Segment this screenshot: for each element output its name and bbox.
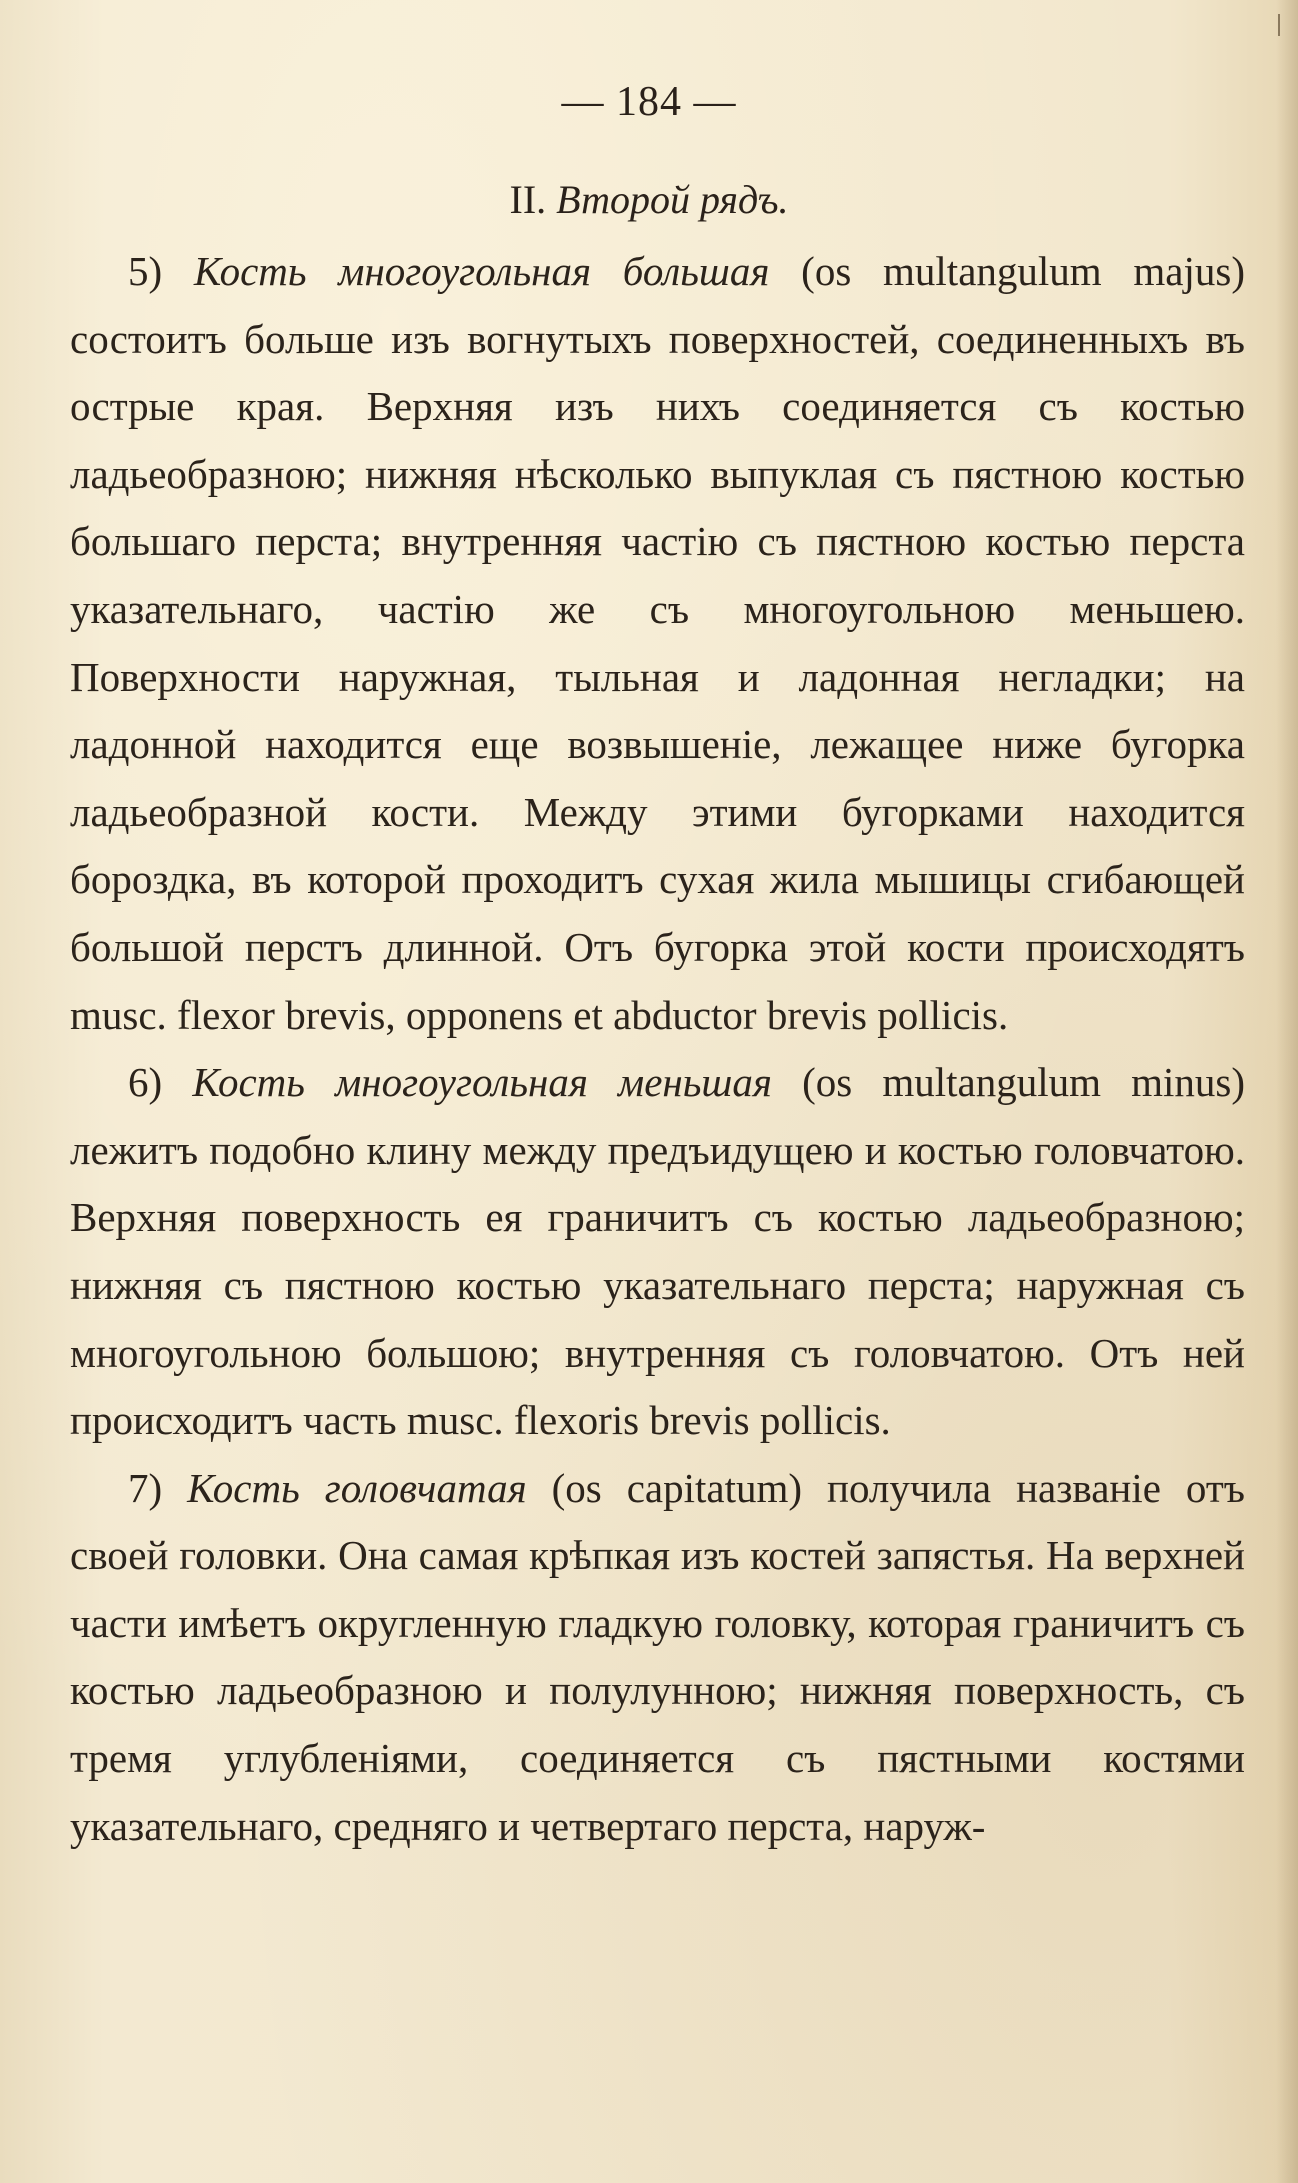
paragraph-text: (os multangulum minus) лежитъ подобно клину между предъидущею и костью головчатою. Верхняя поверхность ея граничитъ съ костью ладьеобразною; нижняя съ пястною костью указательнаго перста; наружная съ многоугольною большою; внутренняя съ головчатою. Отъ ней происходитъ часть musc. flexoris brevis pollicis. [70,1059,1246,1444]
page-edge-shadow [1276,0,1298,2183]
paragraph-text: (os capitatum) получила названіе отъ своей головки. Она самая крѣпкая изъ костей запястья. На верхней части имѣетъ округленную гладкую головку, которая граничитъ съ костью ладьеобразною и полулунною; нижняя поверхность, съ тремя углубленіями, соединяется съ пястными костями указательнаго, средняго и четвертаго перста, наруж- [70,1464,1246,1849]
paragraph-5 [70,238,1245,1049]
paragraph-7 [70,1455,1245,1861]
bone-term: Кость многоугольная меньшая [192,1059,772,1106]
paragraph-6 [70,1049,1245,1455]
paragraph-number: 7) [128,1464,163,1511]
bone-term: Кость многоугольная большая [193,248,770,294]
paragraph-number: 5) [128,248,163,294]
section-number: II. [509,177,547,222]
body-text [70,238,1245,1860]
paragraph-number: 6) [128,1059,163,1106]
bone-term: Кость головчатая [187,1464,527,1511]
section-title: Второй рядъ. [556,177,789,222]
paragraph-text: (os multangulum majus) состоитъ больше изъ вогнутыхъ поверхностей, соединенныхъ въ острые края. Верхняя изъ нихъ соединяется съ костью ладьеобразною; нижняя нѣсколько выпуклая съ пястною костью большаго перста; внутренняя частію съ пястною костью перста указательнаго, частію же съ многоугольною меньшею. Поверхности наружная, тыльная и ладонная негладки; на ладонной находится еще возвышеніе, лежащее ниже бугорка ладьеобразной кости. Между этими бугорками находится бороздка, въ которой проходитъ сухая жила мышицы сгибающей большой перстъ длинной. Отъ бугорка этой кости происходятъ musc. flexor brevis, opponens et abductor brevis pollicis. [70,248,1246,1038]
page-number: — 184 — [561,79,737,125]
section-heading [0,176,1298,223]
